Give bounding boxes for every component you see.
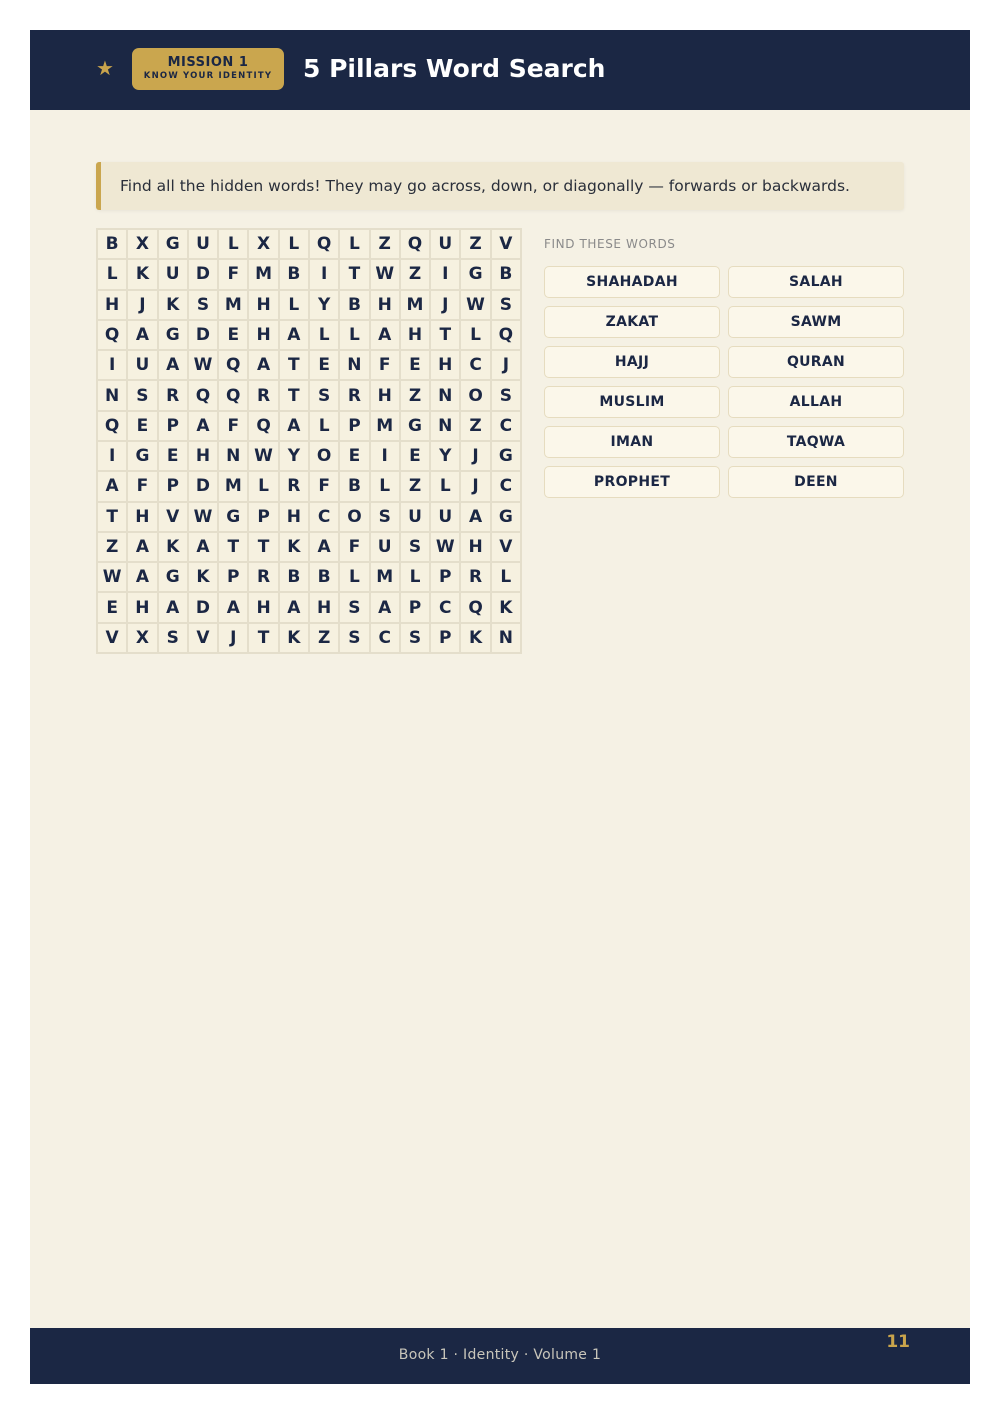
grid-cell[interactable]: F [371, 351, 399, 379]
grid-cell[interactable]: H [401, 321, 429, 349]
grid-cell[interactable]: T [219, 533, 247, 561]
grid-cell[interactable]: R [159, 381, 187, 409]
grid-cell[interactable]: T [280, 381, 308, 409]
grid-cell[interactable]: P [159, 472, 187, 500]
grid-cell[interactable]: B [340, 291, 368, 319]
grid-cell[interactable]: R [249, 563, 277, 591]
grid-cell[interactable]: F [128, 472, 156, 500]
grid-cell[interactable]: W [431, 533, 459, 561]
grid-cell[interactable]: T [249, 533, 277, 561]
grid-cell[interactable]: E [401, 442, 429, 470]
grid-cell[interactable]: M [371, 563, 399, 591]
grid-cell[interactable]: L [492, 563, 520, 591]
grid-cell[interactable]: B [98, 230, 126, 258]
grid-cell[interactable]: I [371, 442, 399, 470]
grid-cell[interactable]: Z [310, 624, 338, 652]
grid-cell[interactable]: E [401, 351, 429, 379]
word-chip-muslim: MUSLIM [544, 386, 720, 418]
grid-cell[interactable]: B [280, 563, 308, 591]
grid-cell[interactable]: W [189, 503, 217, 531]
grid-cell[interactable]: H [128, 593, 156, 621]
grid-cell[interactable]: E [159, 442, 187, 470]
grid-cell[interactable]: Z [401, 381, 429, 409]
grid-cell[interactable]: V [189, 624, 217, 652]
grid-cell[interactable]: P [431, 563, 459, 591]
grid-cell[interactable]: G [159, 230, 187, 258]
grid-cell[interactable]: Q [401, 230, 429, 258]
grid-cell[interactable]: Z [371, 230, 399, 258]
grid-cell[interactable]: E [219, 321, 247, 349]
grid-cell[interactable]: L [401, 563, 429, 591]
word-chip-hajj: HAJJ [544, 346, 720, 378]
grid-cell[interactable]: R [340, 381, 368, 409]
grid-cell[interactable]: K [461, 624, 489, 652]
grid-cell[interactable]: J [128, 291, 156, 319]
grid-cell[interactable]: A [189, 533, 217, 561]
grid-cell[interactable]: U [401, 503, 429, 531]
grid-cell[interactable]: T [98, 503, 126, 531]
grid-cell[interactable]: L [219, 230, 247, 258]
word-chip-shahadah: SHAHADAH [544, 266, 720, 298]
grid-cell[interactable]: W [98, 563, 126, 591]
grid-cell[interactable]: A [159, 593, 187, 621]
grid-cell[interactable]: O [461, 381, 489, 409]
grid-cell[interactable]: J [461, 472, 489, 500]
grid-cell[interactable]: U [431, 230, 459, 258]
grid-cell[interactable]: N [219, 442, 247, 470]
grid-cell[interactable]: H [371, 291, 399, 319]
grid-cell[interactable]: Z [98, 533, 126, 561]
grid-cell[interactable]: L [431, 472, 459, 500]
grid-cell[interactable]: A [280, 593, 308, 621]
grid-cell[interactable]: M [371, 412, 399, 440]
grid-cell[interactable]: P [401, 593, 429, 621]
grid-cell[interactable]: H [249, 321, 277, 349]
grid-cell[interactable]: G [401, 412, 429, 440]
grid-cell[interactable]: L [461, 321, 489, 349]
instruction-box [96, 162, 904, 210]
grid-cell[interactable]: K [280, 533, 308, 561]
grid-cell[interactable]: L [98, 260, 126, 288]
grid-cell[interactable]: A [249, 351, 277, 379]
grid-cell[interactable]: B [340, 472, 368, 500]
grid-cell[interactable]: X [128, 230, 156, 258]
grid-cell[interactable]: Q [492, 321, 520, 349]
word-chip-prophet: PROPHET [544, 466, 720, 498]
grid-cell[interactable]: A [280, 321, 308, 349]
grid-cell[interactable]: I [310, 260, 338, 288]
grid-cell[interactable]: H [98, 291, 126, 319]
grid-cell[interactable]: Z [401, 260, 429, 288]
grid-cell[interactable]: A [371, 593, 399, 621]
grid-cell[interactable]: X [128, 624, 156, 652]
grid-cell[interactable]: P [219, 563, 247, 591]
grid-cell[interactable]: K [128, 260, 156, 288]
grid-cell[interactable]: A [219, 593, 247, 621]
grid-cell[interactable]: C [492, 412, 520, 440]
grid-cell[interactable]: A [461, 503, 489, 531]
grid-cell[interactable]: Q [310, 230, 338, 258]
grid-cell[interactable]: K [159, 291, 187, 319]
grid-cell[interactable]: P [159, 412, 187, 440]
grid-cell[interactable]: G [492, 503, 520, 531]
grid-cell[interactable]: A [280, 412, 308, 440]
grid-cell[interactable]: I [98, 442, 126, 470]
grid-cell[interactable]: W [461, 291, 489, 319]
grid-cell[interactable]: Q [219, 351, 247, 379]
grid-cell[interactable]: S [340, 593, 368, 621]
grid-cell[interactable]: D [189, 260, 217, 288]
grid-cell[interactable]: Q [249, 412, 277, 440]
grid-cell[interactable]: E [128, 412, 156, 440]
grid-cell[interactable]: J [431, 291, 459, 319]
grid-cell[interactable]: V [98, 624, 126, 652]
grid-cell[interactable]: G [128, 442, 156, 470]
grid-cell[interactable]: G [219, 503, 247, 531]
word-chip-allah: ALLAH [728, 386, 904, 418]
grid-cell[interactable]: A [128, 321, 156, 349]
instruction-text: Find all the hidden words! They may go across, down, or diagonally — forwards or backwards. [120, 177, 850, 195]
grid-cell[interactable]: K [280, 624, 308, 652]
words-heading: FIND THESE WORDS [544, 237, 676, 251]
mission-badge [132, 48, 284, 90]
grid-cell[interactable]: T [280, 351, 308, 379]
grid-cell[interactable]: L [280, 291, 308, 319]
grid-cell[interactable]: C [431, 593, 459, 621]
grid-cell[interactable]: I [98, 351, 126, 379]
grid-cell[interactable]: S [371, 503, 399, 531]
grid-cell[interactable]: J [461, 442, 489, 470]
grid-cell[interactable]: B [280, 260, 308, 288]
star-icon: ★ [96, 56, 114, 80]
grid-cell[interactable]: Y [310, 291, 338, 319]
grid-cell[interactable]: A [189, 412, 217, 440]
worksheet-page [30, 30, 970, 1384]
grid-cell[interactable]: W [371, 260, 399, 288]
grid-cell[interactable]: U [159, 260, 187, 288]
grid-cell[interactable]: L [310, 321, 338, 349]
grid-cell[interactable]: H [371, 381, 399, 409]
grid-cell[interactable]: E [98, 593, 126, 621]
grid-cell[interactable]: V [492, 230, 520, 258]
mission-subtitle: KNOW YOUR IDENTITY [143, 71, 273, 81]
grid-cell[interactable]: H [280, 503, 308, 531]
grid-cell[interactable]: V [492, 533, 520, 561]
grid-cell[interactable]: A [98, 472, 126, 500]
grid-cell[interactable]: B [492, 260, 520, 288]
grid-cell[interactable]: E [340, 442, 368, 470]
grid-cell[interactable]: Q [219, 381, 247, 409]
grid-cell[interactable]: R [461, 563, 489, 591]
grid-cell[interactable]: Y [431, 442, 459, 470]
grid-cell[interactable]: G [159, 563, 187, 591]
grid-cell[interactable]: S [492, 381, 520, 409]
grid-cell[interactable]: D [189, 472, 217, 500]
grid-cell[interactable]: Q [98, 321, 126, 349]
word-list [544, 266, 904, 498]
grid-cell[interactable]: A [128, 563, 156, 591]
word-chip-salah: SALAH [728, 266, 904, 298]
grid-cell[interactable]: L [249, 472, 277, 500]
page-title: 5 Pillars Word Search [303, 54, 606, 83]
word-chip-deen: DEEN [728, 466, 904, 498]
grid-cell[interactable]: U [128, 351, 156, 379]
grid-cell[interactable]: Q [461, 593, 489, 621]
grid-cell[interactable]: U [431, 503, 459, 531]
grid-cell[interactable]: T [249, 624, 277, 652]
grid-cell[interactable]: N [431, 412, 459, 440]
word-chip-taqwa: TAQWA [728, 426, 904, 458]
grid-cell[interactable]: H [128, 503, 156, 531]
grid-cell[interactable]: S [401, 624, 429, 652]
word-chip-sawm: SAWM [728, 306, 904, 338]
word-chip-quran: QURAN [728, 346, 904, 378]
grid-cell[interactable]: V [159, 503, 187, 531]
grid-cell[interactable]: P [431, 624, 459, 652]
page-number: 11 [886, 1332, 910, 1352]
grid-cell[interactable]: T [431, 321, 459, 349]
grid-cell[interactable]: L [340, 563, 368, 591]
grid-cell[interactable]: F [219, 260, 247, 288]
grid-cell[interactable]: K [492, 593, 520, 621]
grid-cell[interactable]: I [431, 260, 459, 288]
grid-cell[interactable]: J [219, 624, 247, 652]
word-chip-zakat: ZAKAT [544, 306, 720, 338]
grid-cell[interactable]: L [280, 230, 308, 258]
grid-cell[interactable]: W [189, 351, 217, 379]
grid-cell[interactable]: H [249, 291, 277, 319]
grid-cell[interactable]: O [340, 503, 368, 531]
grid-cell[interactable]: S [401, 533, 429, 561]
grid-cell[interactable]: Z [461, 412, 489, 440]
grid-cell[interactable]: J [492, 351, 520, 379]
grid-cell[interactable]: Q [98, 412, 126, 440]
grid-cell[interactable]: H [189, 442, 217, 470]
grid-cell[interactable]: X [249, 230, 277, 258]
grid-cell[interactable]: N [98, 381, 126, 409]
word-search-grid [96, 228, 522, 654]
grid-cell[interactable]: M [401, 291, 429, 319]
grid-cell[interactable]: L [340, 321, 368, 349]
grid-cell[interactable]: A [310, 533, 338, 561]
grid-cell[interactable]: P [249, 503, 277, 531]
grid-cell[interactable]: K [159, 533, 187, 561]
grid-cell[interactable]: G [159, 321, 187, 349]
grid-cell[interactable]: C [371, 624, 399, 652]
grid-cell[interactable]: D [189, 593, 217, 621]
grid-cell[interactable]: U [371, 533, 399, 561]
mission-label: MISSION 1 [167, 55, 249, 70]
page-header [30, 30, 970, 110]
grid-cell[interactable]: R [249, 381, 277, 409]
grid-cell[interactable]: Z [401, 472, 429, 500]
grid-cell[interactable]: C [310, 503, 338, 531]
grid-cell[interactable]: E [310, 351, 338, 379]
grid-cell[interactable]: L [310, 412, 338, 440]
grid-cell[interactable]: G [492, 442, 520, 470]
grid-cell[interactable]: O [310, 442, 338, 470]
grid-cell[interactable]: A [159, 351, 187, 379]
grid-cell[interactable]: D [189, 321, 217, 349]
grid-cell[interactable]: S [128, 381, 156, 409]
grid-cell[interactable]: L [340, 230, 368, 258]
grid-cell[interactable]: K [189, 563, 217, 591]
grid-cell[interactable]: C [492, 472, 520, 500]
grid-cell[interactable]: S [189, 291, 217, 319]
grid-cell[interactable]: F [340, 533, 368, 561]
grid-cell[interactable]: S [340, 624, 368, 652]
grid-cell[interactable]: Q [189, 381, 217, 409]
grid-cell[interactable]: U [189, 230, 217, 258]
grid-cell[interactable]: W [249, 442, 277, 470]
grid-cell[interactable]: H [431, 351, 459, 379]
grid-cell[interactable]: N [431, 381, 459, 409]
grid-cell[interactable]: M [219, 472, 247, 500]
grid-cell[interactable]: G [461, 260, 489, 288]
grid-cell[interactable]: H [310, 593, 338, 621]
grid-cell[interactable]: C [461, 351, 489, 379]
grid-cell[interactable]: A [128, 533, 156, 561]
grid-cell[interactable]: F [219, 412, 247, 440]
grid-cell[interactable]: M [219, 291, 247, 319]
grid-cell[interactable]: Y [280, 442, 308, 470]
grid-cell[interactable]: L [371, 472, 399, 500]
page-footer [30, 1328, 970, 1384]
grid-cell[interactable]: T [340, 260, 368, 288]
grid-cell[interactable]: H [461, 533, 489, 561]
footer-text: Book 1 · Identity · Volume 1 [398, 1347, 602, 1363]
grid-cell[interactable]: S [159, 624, 187, 652]
grid-cell[interactable]: B [310, 563, 338, 591]
word-chip-iman: IMAN [544, 426, 720, 458]
grid-cell[interactable]: M [249, 260, 277, 288]
grid-cell[interactable]: A [371, 321, 399, 349]
grid-cell[interactable]: F [310, 472, 338, 500]
grid-cell[interactable]: H [249, 593, 277, 621]
grid-cell[interactable]: R [280, 472, 308, 500]
grid-cell[interactable]: S [310, 381, 338, 409]
grid-cell[interactable]: P [340, 412, 368, 440]
grid-cell[interactable]: N [340, 351, 368, 379]
grid-cell[interactable]: N [492, 624, 520, 652]
grid-cell[interactable]: Z [461, 230, 489, 258]
grid-cell[interactable]: S [492, 291, 520, 319]
